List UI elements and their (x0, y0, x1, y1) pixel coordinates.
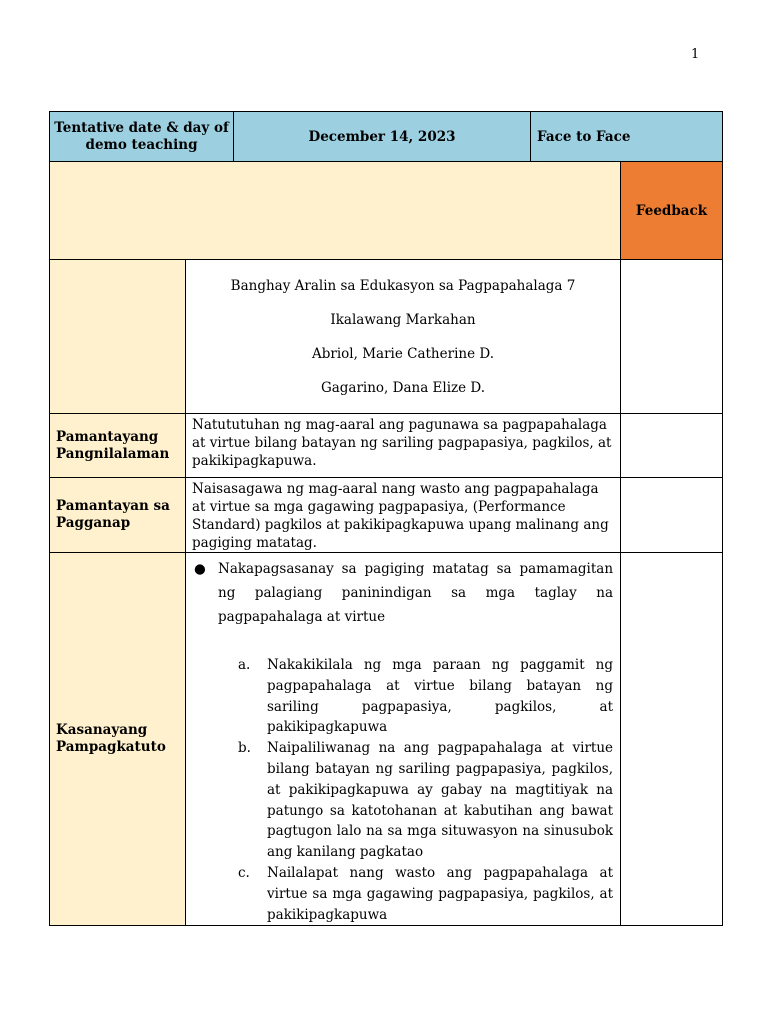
competency-label: Kasanayang Pampagkatuto (50, 553, 186, 926)
performance-standard-label: Pamantayan sa Pagganap (50, 478, 186, 553)
title-line-subject: Banghay Aralin sa Edukasyon sa Pagpapahalaga 7 (230, 277, 576, 294)
objective-letter: c. (238, 864, 250, 881)
page-number: 1 (691, 47, 700, 62)
objectives-list (238, 655, 613, 925)
objective-item (238, 655, 613, 738)
title-block (186, 260, 621, 414)
content-standard-row (50, 414, 723, 478)
header-row (50, 112, 723, 162)
lesson-plan-table (49, 111, 723, 926)
feedback-cell (621, 553, 723, 926)
feedback-heading-row (50, 162, 723, 260)
content-standard-text: Natututuhan ng mag-aaral ang pagunawa sa pagpapahalaga at virtue bilang batayan ng sariling pagpapasiya, pagkilos, at pakikipagkapuwa. (186, 414, 621, 478)
title-line-quarter: Ikalawang Markahan (330, 311, 476, 328)
title-label-cell (50, 260, 186, 414)
feedback-heading: Feedback (621, 162, 723, 260)
demo-date-label: Tentative date & day of demo teaching (50, 112, 234, 162)
demo-date-value: December 14, 2023 (234, 112, 531, 162)
content-standard-label: Pamantayang Pangnilalaman (50, 414, 186, 478)
blank-heading-cell (50, 162, 621, 260)
feedback-cell (621, 414, 723, 478)
bullet-icon: ● (194, 561, 206, 577)
title-line-author-1: Abriol, Marie Catherine D. (312, 345, 494, 362)
competency-bullet (193, 557, 613, 629)
competency-row (50, 553, 723, 926)
objective-text: Naipaliliwanag na ang pagpapahalaga at virtue bilang batayan ng sariling pagpapasiya, pagkilos, at pakikipagkapuwa ay gabay na magtitiyak na patungo sa katotohanan at kabutihan ang bawat pagtugon lalo na sa mga situwasyon na sinusubok ang kanilang pagkatao (267, 740, 614, 861)
performance-standard-row (50, 478, 723, 553)
title-line-author-2: Gagarino, Dana Elize D. (320, 379, 486, 396)
feedback-cell (621, 478, 723, 553)
objective-text: Nailalapat nang wasto ang pagpapahalaga at virtue sa mga gagawing pagpapasiya, pagkilos, at pakikipagkapuwa (267, 864, 614, 923)
title-row (50, 260, 723, 414)
objective-text: Nakakikilala ng mga paraan ng paggamit ng pagpapahalaga at virtue bilang batayan ng sariling pagpapasiya, pagkilos, at pakikipagkapuwa (267, 657, 614, 736)
performance-standard-text: Naisasagawa ng mag-aaral nang wasto ang pagpapahalaga at virtue sa mga gagawing pagpapasiya, (Performance Standard) pagkilos at pakikipagkapuwa upang malinang ang pagiging matatag. (186, 478, 621, 553)
feedback-cell (621, 260, 723, 414)
competency-content (186, 553, 621, 926)
competency-bullet-text: Nakapagsasanay sa pagiging matatag sa pamamagitan ng palagiang paninindigan sa mga taglay na pagpapahalaga at virtue (218, 561, 614, 625)
teaching-mode: Face to Face (531, 112, 723, 162)
objective-letter: a. (238, 657, 251, 673)
objective-letter: b. (238, 740, 251, 757)
objective-item (238, 863, 613, 925)
objective-item (238, 738, 613, 863)
